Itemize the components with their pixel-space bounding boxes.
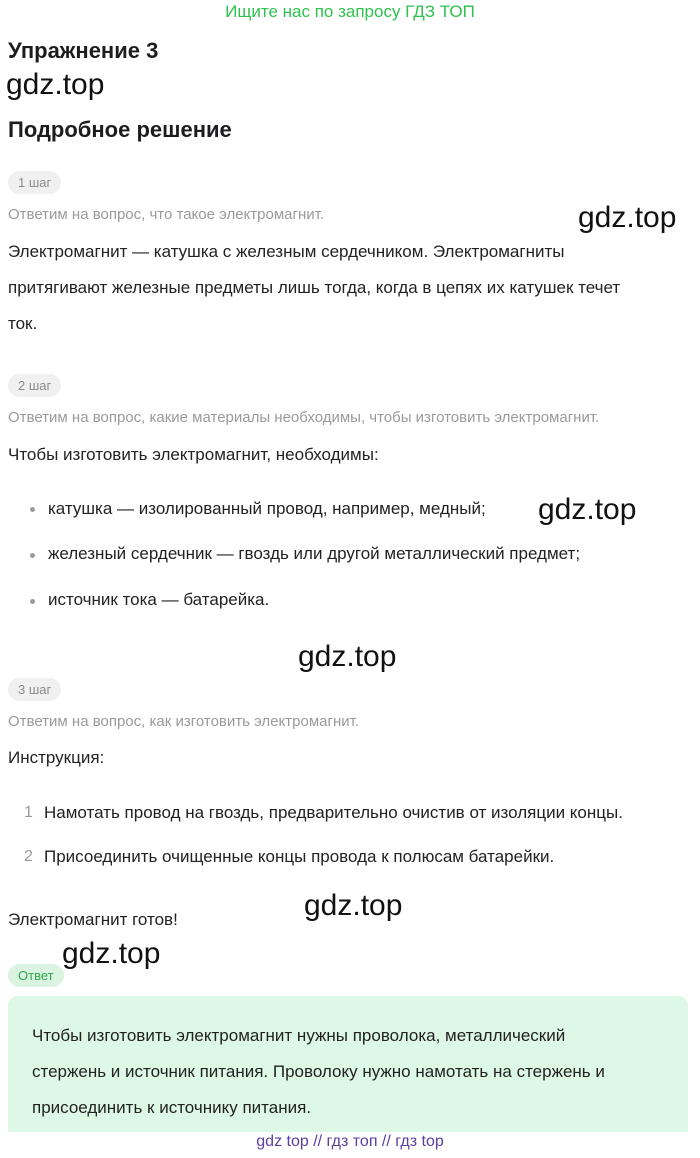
list-item: Присоединить очищенные концы провода к полюсам батарейки. xyxy=(44,847,555,866)
answer-text xyxy=(32,1018,652,1126)
list-number: 1 xyxy=(24,804,33,821)
section-title: Подробное решение xyxy=(8,117,232,142)
watermark: gdz.top xyxy=(538,493,637,526)
step-2-intro: Чтобы изготовить электромагнит, необходимы: xyxy=(8,445,379,464)
list-item: Намотать провод на гвоздь, предварительно очистив от изоляции концы. xyxy=(44,803,623,822)
step-3-badge: 3 шаг xyxy=(8,678,61,701)
text-line: Чтобы изготовить электромагнит нужны проволока, металлический xyxy=(32,1026,566,1045)
watermark: gdz.top xyxy=(578,201,677,234)
step-1-question: Ответим на вопрос, что такое электромагнит. xyxy=(8,206,325,223)
list-item: железный сердечник — гвоздь или другой металлический предмет; xyxy=(48,544,581,563)
text-line: ток. xyxy=(8,314,38,333)
text-line: притягивают железные предметы лишь тогда, когда в цепях их катушек течет xyxy=(8,278,621,297)
watermark: gdz.top xyxy=(298,640,397,673)
step-3-intro: Инструкция: xyxy=(8,748,105,767)
list-item: катушка — изолированный провод, например, медный; xyxy=(48,499,486,518)
watermark: gdz.top xyxy=(6,68,105,101)
step-1-badge: 1 шаг xyxy=(8,171,61,194)
answer-box xyxy=(8,996,688,1132)
step-3-outro: Электромагнит готов! xyxy=(8,910,178,929)
step-2-badge: 2 шаг xyxy=(8,374,61,397)
text-line: стержень и источник питания. Проволоку нужно намотать на стержень и xyxy=(32,1062,605,1081)
exercise-title: Упражнение 3 xyxy=(8,38,159,63)
step-3-question: Ответим на вопрос, как изготовить электромагнит. xyxy=(8,713,359,730)
watermark: gdz.top xyxy=(304,889,403,922)
bullet-dot xyxy=(30,599,35,604)
text-line: Электромагнит — катушка с железным сердечником. Электромагниты xyxy=(8,242,565,261)
footer-links: gdz top // гдз топ // гдз top xyxy=(256,1133,444,1150)
watermark: gdz.top xyxy=(62,937,161,970)
step-1-text xyxy=(8,234,620,342)
step-2-question: Ответим на вопрос, какие материалы необходимы, чтобы изготовить электромагнит. xyxy=(8,409,600,426)
answer-badge: Ответ xyxy=(8,964,64,987)
list-item: источник тока — батарейка. xyxy=(48,590,270,609)
text-line: присоединить к источнику питания. xyxy=(32,1098,312,1117)
list-number: 2 xyxy=(24,848,33,865)
bullet-dot xyxy=(30,507,35,512)
top-banner: Ищите нас по запросу ГДЗ ТОП xyxy=(225,2,475,21)
bullet-dot xyxy=(30,553,35,558)
